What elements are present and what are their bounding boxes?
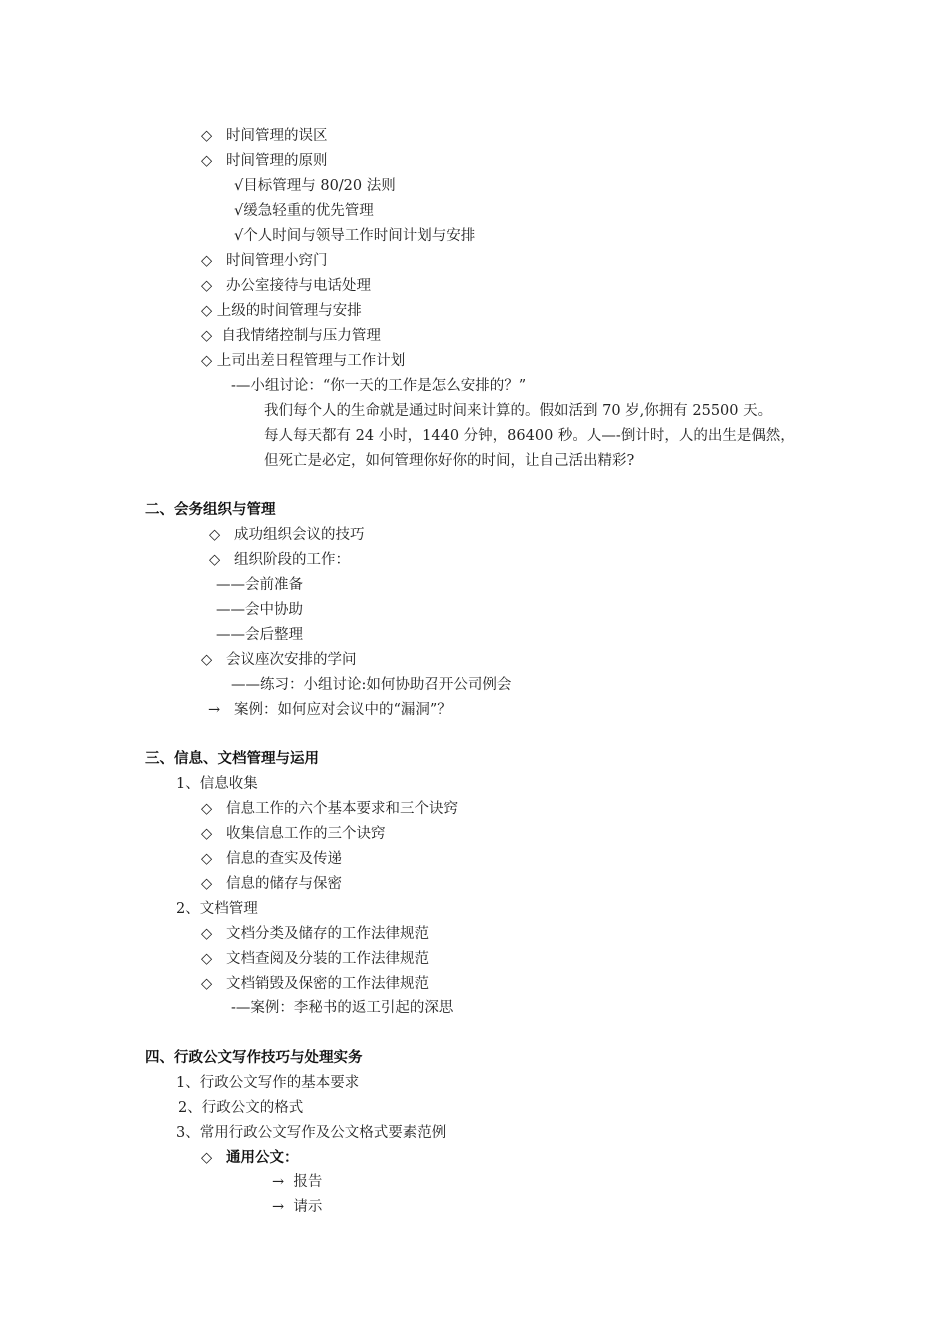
diamond-bullet-icon: ◇ — [209, 527, 221, 543]
diamond-bullet-icon: ◇ — [201, 876, 213, 892]
diamond-bullet-icon: ◇ — [201, 826, 213, 842]
item-text: 信息工作的六个基本要求和三个诀窍 — [225, 801, 458, 817]
item-text: 上级的时间管理与安排 — [216, 303, 362, 319]
list-item — [201, 1148, 298, 1168]
list-item — [209, 550, 350, 570]
section-heading: 三、信息、文档管理与运用 — [145, 751, 319, 767]
arrow-bullet-icon: → — [208, 702, 221, 718]
item-text: 组织阶段的工作： — [233, 552, 350, 568]
list-item — [201, 151, 327, 171]
principle-item: √目标管理与 80/20 法则 — [234, 178, 396, 194]
diamond-bullet-icon: ◇ — [201, 328, 213, 344]
item-text: 信息的储存与保密 — [225, 876, 342, 892]
diamond-bullet-icon: ◇ — [201, 353, 213, 369]
list-item — [272, 1172, 322, 1192]
case-line: -—案例：李秘书的返工引起的深思 — [231, 1000, 454, 1016]
list-item — [201, 824, 385, 844]
subsection-title: 2、文档管理 — [176, 901, 258, 917]
item-text: 文档销毁及保密的工作法律规范 — [225, 976, 429, 992]
item-text: 通用公文： — [225, 1150, 299, 1166]
diamond-bullet-icon: ◇ — [201, 926, 213, 942]
item-text: 文档分类及储存的工作法律规范 — [225, 926, 429, 942]
list-item — [201, 974, 429, 994]
list-item — [208, 700, 452, 720]
item-text: 时间管理小窍门 — [225, 253, 328, 269]
list-item — [201, 849, 342, 869]
diamond-bullet-icon: ◇ — [201, 652, 213, 668]
item-text: 成功组织会议的技巧 — [233, 527, 365, 543]
item-text: 办公室接待与电话处理 — [225, 278, 371, 294]
phase-item: ——会前准备 — [216, 577, 303, 593]
list-item — [201, 874, 342, 894]
subsection-title: 2、行政公文的格式 — [178, 1100, 304, 1116]
list-item — [209, 525, 364, 545]
item-text: 文档查阅及分装的工作法律规范 — [225, 951, 429, 967]
list-item — [201, 650, 356, 670]
diamond-bullet-icon: ◇ — [201, 951, 213, 967]
diamond-bullet-icon: ◇ — [201, 851, 213, 867]
item-text: 报告 — [293, 1174, 323, 1190]
item-text: 请示 — [293, 1199, 323, 1215]
diamond-bullet-icon: ◇ — [201, 801, 213, 817]
section-heading: 四、行政公文写作技巧与处理实务 — [145, 1050, 363, 1066]
list-item — [201, 326, 381, 346]
arrow-bullet-icon: → — [272, 1199, 285, 1215]
paragraph-line: 我们每个人的生命就是通过时间来计算的。假如活到 70 岁,你拥有 25500 天。 — [264, 403, 773, 419]
diamond-bullet-icon: ◇ — [201, 278, 213, 294]
subsection-title: 1、信息收集 — [176, 776, 258, 792]
list-item — [201, 301, 362, 321]
diamond-bullet-icon: ◇ — [201, 128, 213, 144]
principle-item: √缓急轻重的优先管理 — [234, 203, 374, 219]
discussion-line: -—小组讨论：“你一天的工作是怎么安排的？” — [231, 378, 527, 394]
diamond-bullet-icon: ◇ — [209, 552, 221, 568]
section-heading: 二、会务组织与管理 — [145, 502, 276, 518]
diamond-bullet-icon: ◇ — [201, 153, 213, 169]
item-text: 收集信息工作的三个诀窍 — [225, 826, 386, 842]
item-text: 信息的查实及传递 — [225, 851, 342, 867]
arrow-bullet-icon: → — [272, 1174, 285, 1190]
list-item — [272, 1197, 322, 1217]
list-item — [201, 351, 405, 371]
exercise-line: ——练习：小组讨论:如何协助召开公司例会 — [231, 677, 512, 693]
diamond-bullet-icon: ◇ — [201, 253, 213, 269]
diamond-bullet-icon: ◇ — [201, 976, 213, 992]
subsection-title: 3、常用行政公文写作及公文格式要素范例 — [176, 1125, 447, 1141]
paragraph-line: 但死亡是必定，如何管理你好你的时间，让自己活出精彩? — [264, 453, 635, 469]
phase-item: ——会后整理 — [216, 627, 303, 643]
paragraph-line: 每人每天都有 24 小时，1440 分钟，86400 秒。人—-倒计时，人的出生是偶然， — [264, 428, 795, 444]
item-text: 案例：如何应对会议中的“漏洞”？ — [233, 702, 452, 718]
item-text: 时间管理的原则 — [225, 153, 328, 169]
item-text: 自我情绪控制与压力管理 — [221, 328, 381, 344]
list-item — [201, 126, 327, 146]
diamond-bullet-icon: ◇ — [201, 303, 213, 319]
item-text: 上司出差日程管理与工作计划 — [216, 353, 406, 369]
subsection-title: 1、行政公文写作的基本要求 — [176, 1075, 360, 1091]
list-item — [201, 799, 458, 819]
list-item — [201, 276, 371, 296]
item-text: 会议座次安排的学问 — [225, 652, 357, 668]
list-item — [201, 949, 429, 969]
phase-item: ——会中协助 — [216, 602, 303, 618]
diamond-bullet-icon: ◇ — [201, 1150, 213, 1166]
list-item — [201, 251, 327, 271]
principle-item: √个人时间与领导工作时间计划与安排 — [234, 228, 476, 244]
item-text: 时间管理的误区 — [225, 128, 328, 144]
list-item — [201, 924, 429, 944]
